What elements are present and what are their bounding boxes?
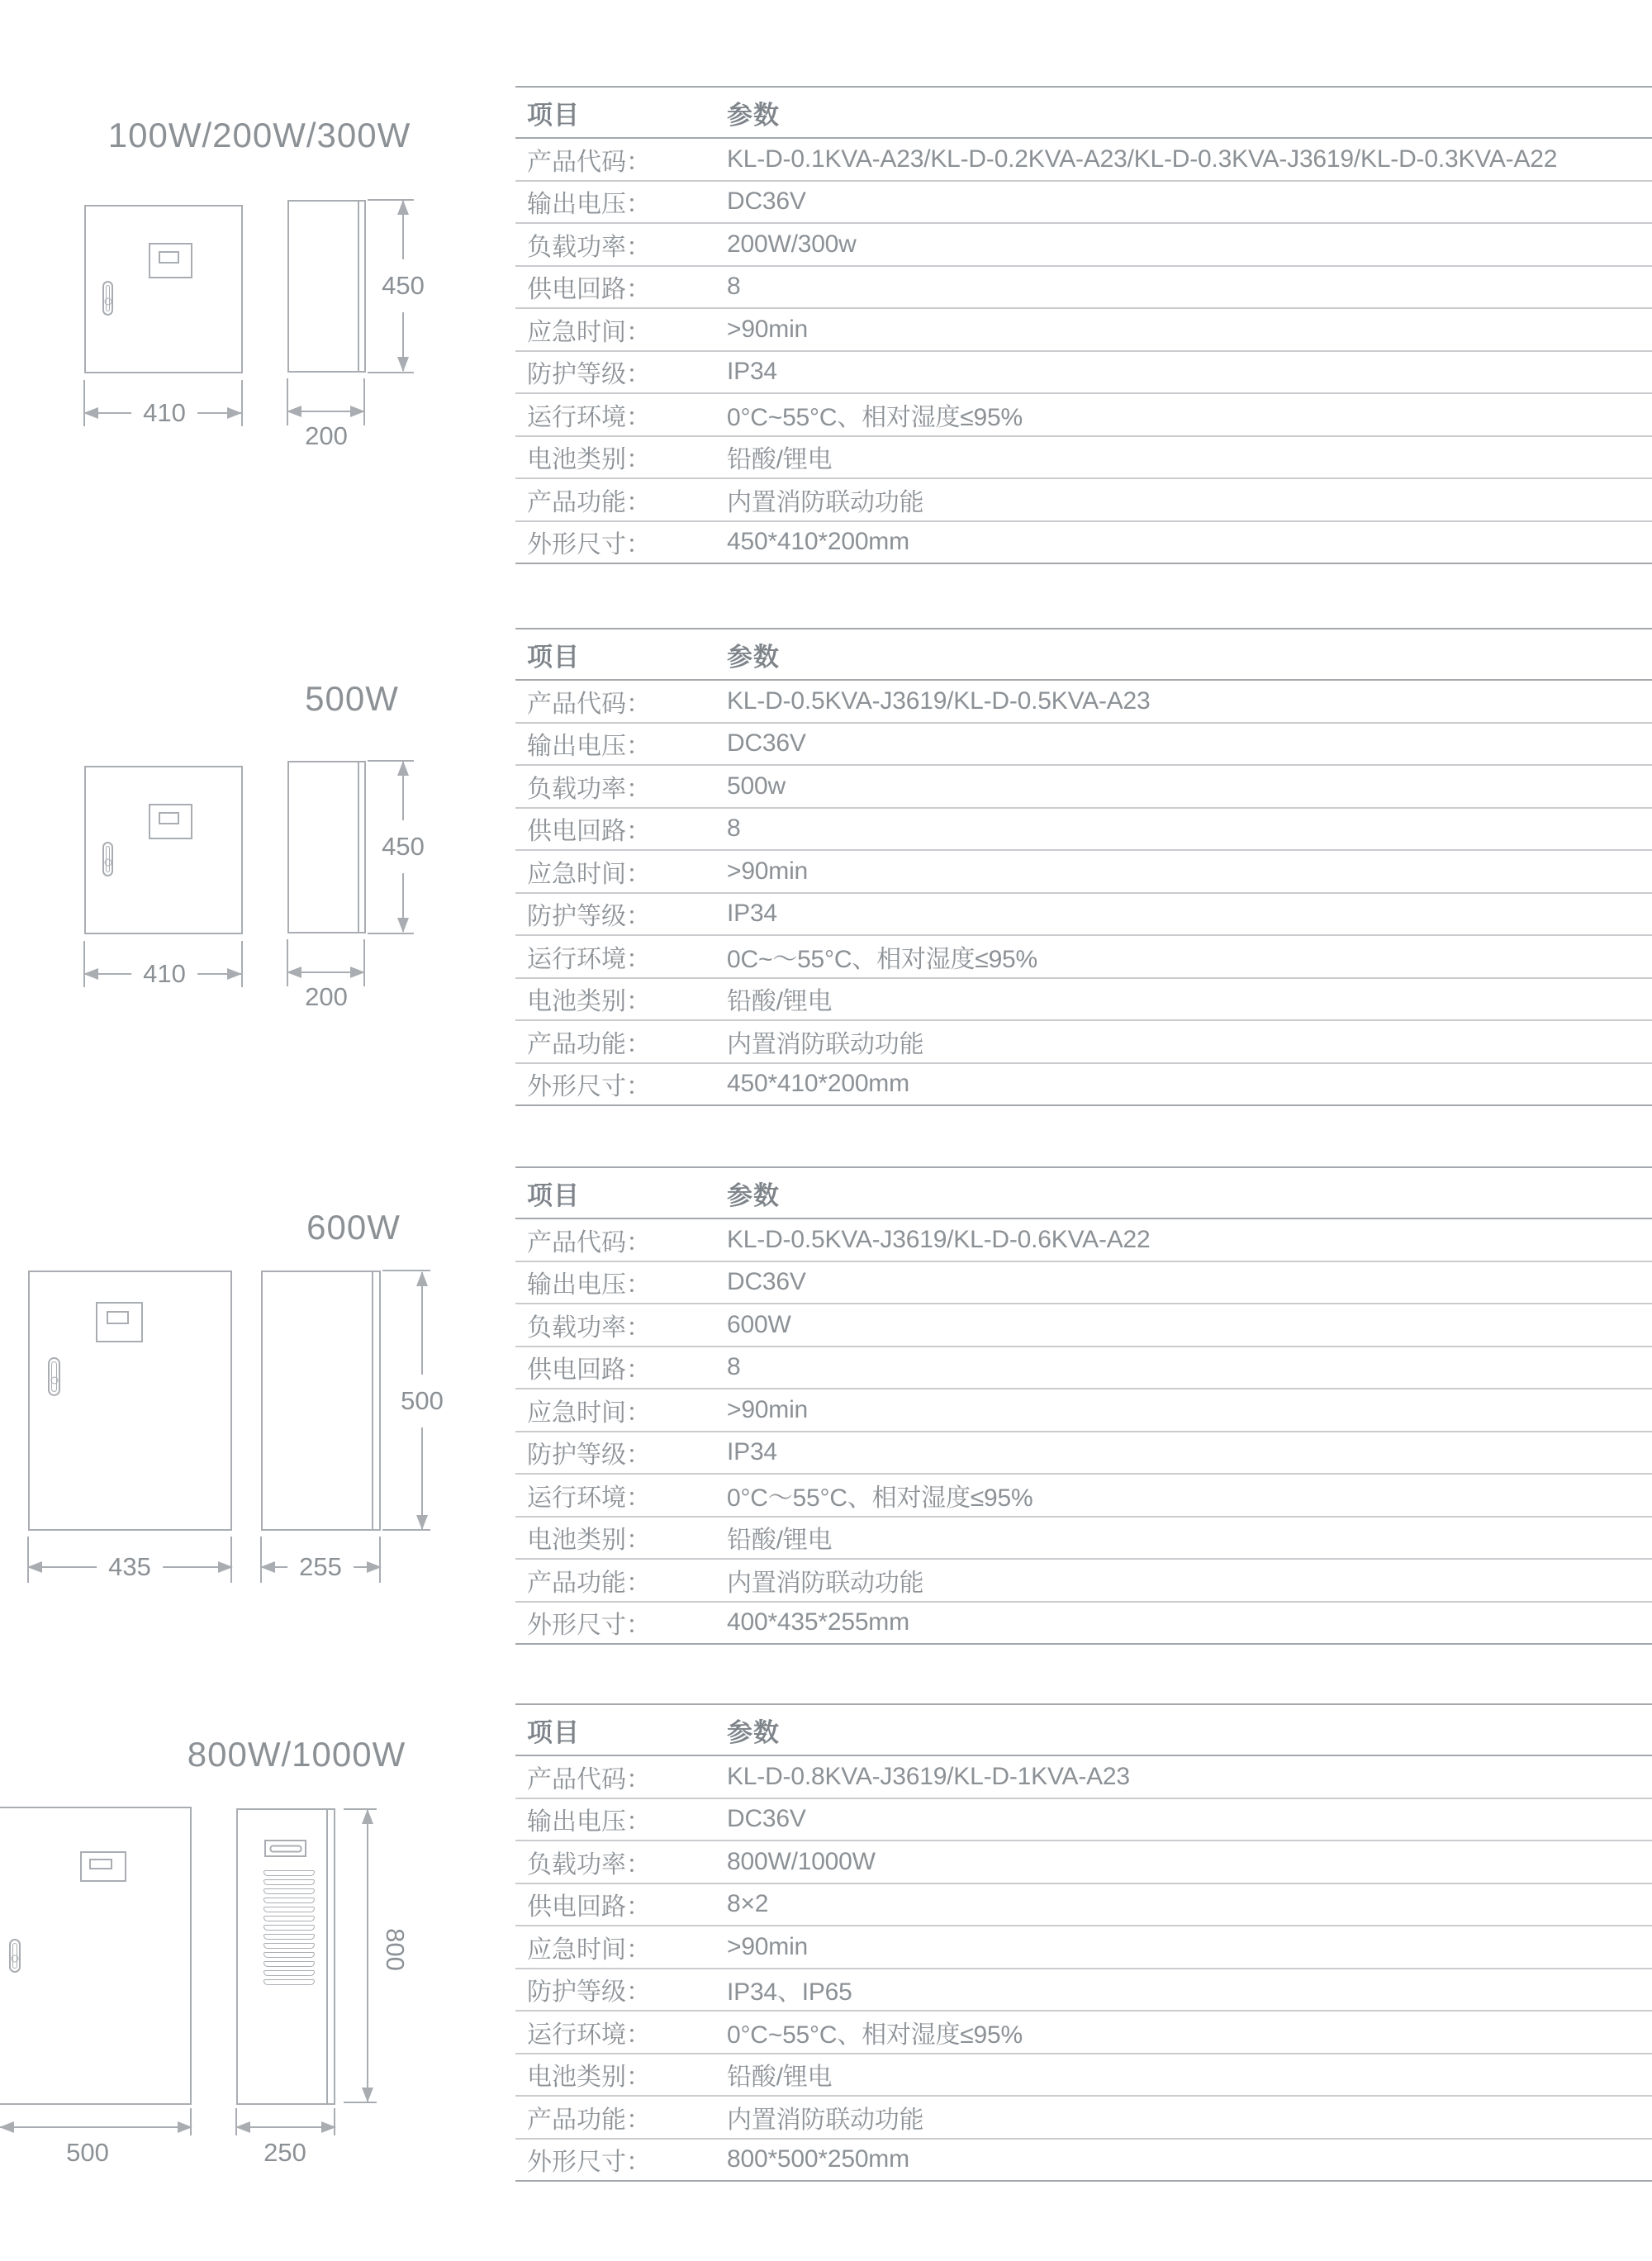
table-row (515, 1432, 1652, 1475)
row-value: 800W/1000W (727, 1847, 876, 1875)
handle-lock-icon (104, 297, 112, 305)
handle-lock-icon (12, 1955, 19, 1963)
width-dimension-label: 410 (131, 397, 197, 430)
row-value: >90min (727, 315, 809, 343)
row-value: >90min (727, 857, 809, 885)
row-label: 产品代码： (527, 1228, 651, 1256)
row-value: 500w (727, 772, 786, 800)
col-header-item: 项目 (527, 1717, 580, 1747)
row-label: 运行环境： (527, 1484, 651, 1512)
extension-line (27, 1537, 29, 1583)
depth-dimension-label: 200 (305, 421, 348, 450)
table-row (515, 2054, 1652, 2097)
row-value: DC36V (727, 729, 806, 758)
cabinet-side-view (287, 200, 366, 373)
diagram-title: 100W/200W/300W (107, 116, 411, 154)
diagram-title: 800W/1000W (187, 1735, 406, 1774)
display-screen-icon (107, 1311, 129, 1324)
extension-line (363, 939, 365, 986)
row-value: 铅酸/锂电 (727, 2064, 833, 2092)
display-panel-icon (80, 1851, 126, 1882)
spec-table (515, 86, 1652, 564)
extension-line (287, 378, 288, 425)
row-label: 应急时间： (527, 318, 651, 346)
row-label: 防护等级： (527, 1442, 651, 1470)
display-screen-icon (159, 812, 179, 824)
row-value: 8 (727, 815, 741, 843)
table-row (515, 1475, 1652, 1518)
display-screen-icon (89, 1859, 112, 1869)
row-label: 负载功率： (527, 233, 651, 261)
vent-slot-icon (269, 1845, 301, 1852)
display-panel-icon (149, 804, 192, 839)
col-header-param: 参数 (727, 100, 780, 130)
row-value: 内置消防联动功能 (727, 488, 924, 516)
table-header-row (515, 88, 1652, 139)
vent-handle-icon (264, 1840, 306, 1857)
spec-table (515, 628, 1652, 1106)
height-dimension-label: 800 (381, 1928, 410, 1971)
display-panel-icon (96, 1302, 143, 1342)
table-row (515, 352, 1652, 395)
depth-dimension-arrow (236, 2126, 335, 2128)
table-body (515, 1756, 1652, 2182)
row-label: 应急时间： (527, 1936, 651, 1964)
row-label: 负载功率： (527, 1313, 651, 1342)
row-label: 输出电压： (527, 733, 651, 761)
table-row (515, 979, 1652, 1022)
row-value: DC36V (727, 188, 806, 216)
col-header-item: 项目 (527, 100, 580, 130)
display-screen-icon (159, 251, 179, 264)
vent-louvers-icon (263, 1870, 315, 1988)
spec-table (515, 1166, 1652, 1645)
row-value: 铅酸/锂电 (727, 1527, 833, 1555)
row-label: 外形尺寸： (527, 1612, 651, 1640)
col-header-param: 参数 (727, 1717, 780, 1747)
side-door-edge-line (358, 762, 359, 932)
extension-line (379, 1537, 381, 1583)
row-label: 供电回路： (527, 1893, 651, 1921)
spec-table (515, 1703, 1652, 2182)
row-value: KL-D-0.8KVA-J3619/KL-D-1KVA-A23 (727, 1762, 1130, 1790)
table-row (515, 2140, 1652, 2183)
row-label: 电池类别： (527, 446, 651, 474)
row-label: 产品功能： (527, 2106, 651, 2134)
row-label: 运行环境： (527, 945, 651, 973)
row-value: >90min (727, 1395, 809, 1423)
row-value: 8×2 (727, 1890, 769, 1918)
row-value: 600W (727, 1310, 791, 1338)
extension-line (83, 941, 85, 987)
extension-line (260, 1537, 262, 1583)
side-door-edge-line (358, 202, 359, 371)
row-value: 0°C~55°C、相对湿度≤95% (727, 2021, 1023, 2049)
table-row (515, 2097, 1652, 2140)
table-row (515, 1884, 1652, 1927)
table-row (515, 309, 1652, 352)
row-value: 铅酸/锂电 (727, 988, 833, 1016)
side-door-edge-line (372, 1272, 373, 1529)
side-door-edge-line (326, 1810, 328, 2103)
row-label: 产品代码： (527, 148, 651, 176)
row-label: 输出电压： (527, 1808, 651, 1836)
table-row (515, 224, 1652, 267)
row-value: 内置消防联动功能 (727, 1569, 924, 1597)
table-row (515, 394, 1652, 437)
table-row (515, 1389, 1652, 1432)
extension-line (230, 1537, 232, 1583)
table-row (515, 1926, 1652, 1969)
row-value: 8 (727, 273, 741, 301)
row-label: 负载功率： (527, 775, 651, 803)
table-row (515, 479, 1652, 522)
door-handle-icon (102, 842, 113, 876)
row-value: IP34 (727, 1438, 777, 1466)
table-row (515, 1064, 1652, 1107)
table-row (515, 1799, 1652, 1842)
row-value: IP34 (727, 900, 777, 928)
col-header-param: 参数 (727, 642, 780, 672)
row-label: 输出电压： (527, 1271, 651, 1299)
table-row (515, 2012, 1652, 2054)
table-row (515, 894, 1652, 937)
row-value: KL-D-0.5KVA-J3619/KL-D-0.5KVA-A23 (727, 686, 1151, 715)
row-value: IP34、IP65 (727, 1978, 852, 2007)
row-value: 8 (727, 1353, 741, 1381)
height-dimension-arrow (367, 1810, 368, 2102)
row-label: 应急时间： (527, 1399, 651, 1427)
table-row (515, 809, 1652, 852)
table-row (515, 437, 1652, 480)
row-label: 应急时间： (527, 860, 651, 888)
row-value: 内置消防联动功能 (727, 2106, 924, 2134)
row-label: 供电回路： (527, 818, 651, 846)
table-row (515, 1304, 1652, 1347)
row-value: IP34 (727, 358, 777, 386)
table-header-row (515, 1168, 1652, 1219)
col-header-item: 项目 (527, 642, 580, 672)
cabinet-side-view (287, 761, 366, 933)
table-row (515, 851, 1652, 894)
row-label: 运行环境： (527, 2021, 651, 2049)
handle-lock-icon (50, 1376, 58, 1384)
table-row (515, 1219, 1652, 1262)
width-dimension-label: 500 (66, 2138, 109, 2167)
table-row (515, 1969, 1652, 2012)
row-value: 铅酸/锂电 (727, 446, 833, 474)
width-dimension-arrow (0, 2126, 192, 2128)
row-label: 负载功率： (527, 1850, 651, 1879)
col-header-item: 项目 (527, 1180, 580, 1210)
diagram-title: 500W (305, 679, 399, 718)
extension-line (287, 939, 288, 986)
table-header-row (515, 1705, 1652, 1756)
door-handle-icon (9, 1939, 21, 1973)
depth-dimension-label: 200 (305, 982, 348, 1011)
col-header-param: 参数 (727, 1180, 780, 1210)
row-value: 400*435*255mm (727, 1608, 909, 1636)
row-label: 输出电压： (527, 191, 651, 219)
row-label: 防护等级： (527, 1978, 651, 2007)
row-label: 电池类别： (527, 2064, 651, 2092)
row-value: KL-D-0.1KVA-A23/KL-D-0.2KVA-A23/KL-D-0.3KVA-J3619/KL-D-0.3KVA-A22 (727, 145, 1558, 173)
cabinet-side-view (261, 1271, 381, 1531)
row-label: 电池类别： (527, 988, 651, 1016)
extension-line (368, 372, 414, 373)
row-label: 产品代码： (527, 1765, 651, 1793)
table-row (515, 1756, 1652, 1799)
door-handle-icon (48, 1357, 60, 1396)
extension-line (241, 380, 243, 426)
row-label: 产品功能： (527, 1030, 651, 1058)
depth-dimension-label: 250 (263, 2138, 306, 2167)
depth-dimension-arrow (287, 971, 364, 973)
table-body (515, 681, 1652, 1106)
extension-line (241, 941, 243, 987)
diagram-title: 600W (306, 1208, 401, 1247)
row-value: 800*500*250mm (727, 2145, 909, 2173)
table-row (515, 936, 1652, 979)
table-row (515, 1603, 1652, 1646)
table-row (515, 1347, 1652, 1390)
table-row (515, 267, 1652, 310)
table-row (515, 1560, 1652, 1603)
height-dimension-label: 450 (377, 820, 429, 873)
depth-dimension-arrow (287, 411, 364, 412)
row-value: 0°C～55°C、相对湿度≤95% (727, 1484, 1033, 1512)
table-row (515, 139, 1652, 182)
table-row (515, 522, 1652, 565)
table-row (515, 1262, 1652, 1305)
row-label: 产品代码： (527, 690, 651, 718)
width-dimension-label: 435 (97, 1551, 163, 1584)
row-label: 电池类别： (527, 1527, 651, 1555)
table-row (515, 1841, 1652, 1884)
row-value: DC36V (727, 1268, 806, 1296)
row-label: 外形尺寸： (527, 1073, 651, 1101)
extension-line (83, 380, 85, 426)
table-row (515, 766, 1652, 809)
handle-lock-icon (104, 858, 112, 866)
extension-line (363, 378, 365, 425)
table-row (515, 1021, 1652, 1064)
table-row (515, 1518, 1652, 1560)
table-row (515, 182, 1652, 225)
door-handle-icon (102, 281, 113, 316)
table-row (515, 724, 1652, 767)
row-value: 0°C~55°C、相对湿度≤95% (727, 403, 1023, 431)
height-dimension-label: 450 (377, 259, 429, 312)
display-panel-icon (149, 243, 192, 278)
height-dimension-label: 500 (396, 1375, 448, 1427)
row-label: 外形尺寸： (527, 2149, 651, 2177)
row-value: 0C~～55°C、相对湿度≤95% (727, 945, 1038, 973)
row-label: 供电回路： (527, 1356, 651, 1385)
row-value: 450*410*200mm (727, 528, 909, 556)
table-header-row (515, 629, 1652, 681)
row-value: 450*410*200mm (727, 1070, 909, 1098)
row-label: 运行环境： (527, 403, 651, 431)
row-value: 200W/300w (727, 230, 857, 258)
row-label: 产品功能： (527, 1569, 651, 1597)
row-value: KL-D-0.5KVA-J3619/KL-D-0.6KVA-A22 (727, 1225, 1151, 1253)
extension-line (368, 933, 414, 934)
row-value: >90min (727, 1932, 809, 1960)
row-label: 产品功能： (527, 488, 651, 516)
row-label: 外形尺寸： (527, 531, 651, 559)
row-label: 防护等级： (527, 361, 651, 389)
row-label: 供电回路： (527, 276, 651, 304)
table-body (515, 139, 1652, 564)
table-row (515, 681, 1652, 724)
row-value: 内置消防联动功能 (727, 1030, 924, 1058)
row-value: DC36V (727, 1805, 806, 1833)
table-body (515, 1219, 1652, 1645)
width-dimension-label: 410 (131, 957, 197, 990)
depth-dimension-label: 255 (287, 1551, 354, 1584)
row-label: 防护等级： (527, 903, 651, 931)
